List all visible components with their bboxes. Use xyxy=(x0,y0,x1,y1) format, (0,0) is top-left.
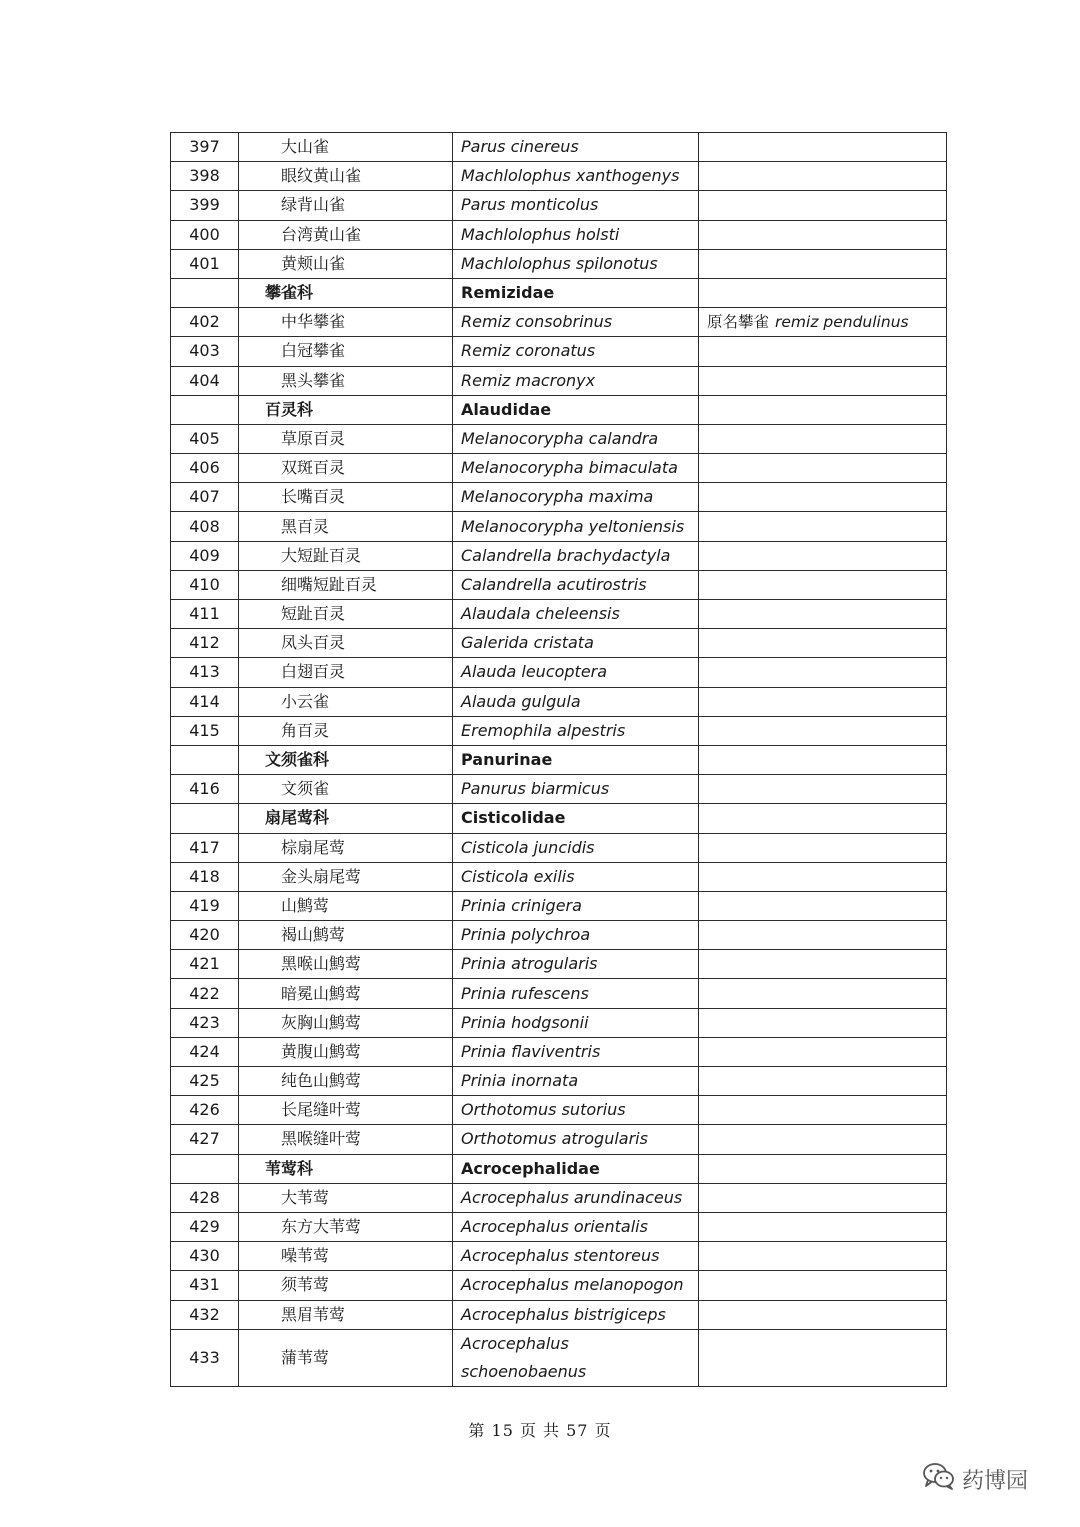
watermark xyxy=(922,1462,1028,1496)
remarks-cell xyxy=(699,483,947,512)
family-header-row xyxy=(171,278,947,307)
row-number: 423 xyxy=(171,1008,239,1037)
watermark-text: 药博园 xyxy=(962,1468,1029,1494)
scientific-name: Machlolophus holsti xyxy=(453,220,699,249)
species-table xyxy=(170,132,947,1387)
row-number: 433 xyxy=(171,1329,239,1386)
row-number: 430 xyxy=(171,1242,239,1271)
table-row xyxy=(171,1300,947,1329)
row-number: 432 xyxy=(171,1300,239,1329)
table-row xyxy=(171,424,947,453)
row-number: 421 xyxy=(171,950,239,979)
scientific-name: Remiz macronyx xyxy=(453,366,699,395)
row-number: 429 xyxy=(171,1212,239,1241)
remarks-cell xyxy=(699,1329,947,1386)
row-number: 404 xyxy=(171,366,239,395)
table-row xyxy=(171,716,947,745)
row-number: 405 xyxy=(171,424,239,453)
remarks-cell xyxy=(699,891,947,920)
chinese-name: 山鹪莺 xyxy=(239,891,453,920)
scientific-name: Prinia rufescens xyxy=(453,979,699,1008)
row-number: 408 xyxy=(171,512,239,541)
row-number xyxy=(171,395,239,424)
family-header-row xyxy=(171,745,947,774)
scientific-name: Orthotomus atrogularis xyxy=(453,1125,699,1154)
scientific-name: Melanocorypha calandra xyxy=(453,424,699,453)
chinese-name: 文须雀 xyxy=(239,775,453,804)
scientific-name: Calandrella brachydactyla xyxy=(453,541,699,570)
chinese-name: 短趾百灵 xyxy=(239,600,453,629)
table-row xyxy=(171,133,947,162)
table-row xyxy=(171,1037,947,1066)
row-number: 418 xyxy=(171,862,239,891)
chinese-name: 大苇莺 xyxy=(239,1183,453,1212)
chinese-name: 大短趾百灵 xyxy=(239,541,453,570)
scientific-name: Machlolophus xanthogenys xyxy=(453,162,699,191)
remarks-cell xyxy=(699,249,947,278)
family-chinese-name: 百灵科 xyxy=(239,395,453,424)
chinese-name: 凤头百灵 xyxy=(239,629,453,658)
chinese-name: 台湾黄山雀 xyxy=(239,220,453,249)
scientific-name: Remiz consobrinus xyxy=(453,308,699,337)
remarks-cell xyxy=(699,1212,947,1241)
scientific-name: Cisticola exilis xyxy=(453,862,699,891)
scientific-name: Parus monticolus xyxy=(453,191,699,220)
chinese-name: 纯色山鹪莺 xyxy=(239,1067,453,1096)
remarks-cell xyxy=(699,570,947,599)
remarks-cell xyxy=(699,1037,947,1066)
scientific-name: Orthotomus sutorius xyxy=(453,1096,699,1125)
chinese-name: 中华攀雀 xyxy=(239,308,453,337)
remarks-cell xyxy=(699,1067,947,1096)
remarks-cell xyxy=(699,308,947,337)
scientific-name: Acrocephalus bistrigiceps xyxy=(453,1300,699,1329)
table-row xyxy=(171,454,947,483)
family-scientific-name: Cisticolidae xyxy=(453,804,699,833)
remarks-cell xyxy=(699,1154,947,1183)
scientific-name: Prinia crinigera xyxy=(453,891,699,920)
remarks-cell xyxy=(699,454,947,483)
chinese-name: 暗冕山鹪莺 xyxy=(239,979,453,1008)
scientific-name: Melanocorypha maxima xyxy=(453,483,699,512)
chinese-name: 黄腹山鹪莺 xyxy=(239,1037,453,1066)
remarks-cell xyxy=(699,775,947,804)
scientific-name: Alauda gulgula xyxy=(453,687,699,716)
scientific-name: Melanocorypha bimaculata xyxy=(453,454,699,483)
remarks-cell xyxy=(699,541,947,570)
table-row xyxy=(171,1067,947,1096)
table-row xyxy=(171,1096,947,1125)
table-row xyxy=(171,979,947,1008)
row-number: 414 xyxy=(171,687,239,716)
chinese-name: 噪苇莺 xyxy=(239,1242,453,1271)
table-row xyxy=(171,862,947,891)
remarks-cell xyxy=(699,366,947,395)
remarks-cell xyxy=(699,1242,947,1271)
chinese-name: 黑头攀雀 xyxy=(239,366,453,395)
row-number xyxy=(171,1154,239,1183)
row-number: 419 xyxy=(171,891,239,920)
wechat-icon xyxy=(922,1462,962,1496)
scientific-name: Eremophila alpestris xyxy=(453,716,699,745)
table-row xyxy=(171,191,947,220)
row-number: 410 xyxy=(171,570,239,599)
table-row xyxy=(171,629,947,658)
table-row xyxy=(171,541,947,570)
family-header-row xyxy=(171,804,947,833)
table-row xyxy=(171,833,947,862)
family-header-row xyxy=(171,1154,947,1183)
scientific-name: Alaudala cheleensis xyxy=(453,600,699,629)
scientific-name: Acrocephalus schoenobaenus xyxy=(453,1329,699,1386)
row-number: 413 xyxy=(171,658,239,687)
table-row xyxy=(171,687,947,716)
remark-text: 原名攀雀 xyxy=(707,313,770,332)
chinese-name: 褐山鹪莺 xyxy=(239,921,453,950)
table-row xyxy=(171,512,947,541)
remarks-cell xyxy=(699,804,947,833)
table-row xyxy=(171,1183,947,1212)
chinese-name: 蒲苇莺 xyxy=(239,1329,453,1386)
chinese-name: 大山雀 xyxy=(239,133,453,162)
row-number: 424 xyxy=(171,1037,239,1066)
remarks-cell xyxy=(699,1008,947,1037)
table-row xyxy=(171,249,947,278)
chinese-name: 灰胸山鹪莺 xyxy=(239,1008,453,1037)
scientific-name: Calandrella acutirostris xyxy=(453,570,699,599)
row-number: 406 xyxy=(171,454,239,483)
table-row xyxy=(171,1008,947,1037)
chinese-name: 黑眉苇莺 xyxy=(239,1300,453,1329)
remarks-cell xyxy=(699,745,947,774)
chinese-name: 金头扇尾莺 xyxy=(239,862,453,891)
remarks-cell xyxy=(699,133,947,162)
row-number xyxy=(171,278,239,307)
remarks-cell xyxy=(699,1300,947,1329)
remarks-cell xyxy=(699,220,947,249)
family-scientific-name: Alaudidae xyxy=(453,395,699,424)
row-number: 431 xyxy=(171,1271,239,1300)
table-row xyxy=(171,775,947,804)
row-number: 398 xyxy=(171,162,239,191)
table-row xyxy=(171,950,947,979)
table-row xyxy=(171,1212,947,1241)
remarks-cell xyxy=(699,716,947,745)
table-row xyxy=(171,308,947,337)
row-number: 399 xyxy=(171,191,239,220)
chinese-name: 小云雀 xyxy=(239,687,453,716)
chinese-name: 草原百灵 xyxy=(239,424,453,453)
family-chinese-name: 苇莺科 xyxy=(239,1154,453,1183)
remarks-cell xyxy=(699,278,947,307)
row-number: 427 xyxy=(171,1125,239,1154)
remarks-cell xyxy=(699,191,947,220)
table-row xyxy=(171,570,947,599)
row-number: 428 xyxy=(171,1183,239,1212)
table-row xyxy=(171,337,947,366)
remarks-cell xyxy=(699,337,947,366)
scientific-name: Acrocephalus melanopogon xyxy=(453,1271,699,1300)
row-number: 409 xyxy=(171,541,239,570)
chinese-name: 角百灵 xyxy=(239,716,453,745)
remarks-cell xyxy=(699,1096,947,1125)
chinese-name: 须苇莺 xyxy=(239,1271,453,1300)
chinese-name: 黄颊山雀 xyxy=(239,249,453,278)
scientific-name: Acrocephalus orientalis xyxy=(453,1212,699,1241)
family-scientific-name: Remizidae xyxy=(453,278,699,307)
remarks-cell xyxy=(699,950,947,979)
page-number: 第 15 页 共 57 页 xyxy=(468,1421,612,1440)
chinese-name: 眼纹黄山雀 xyxy=(239,162,453,191)
chinese-name: 黑百灵 xyxy=(239,512,453,541)
row-number xyxy=(171,804,239,833)
table-row xyxy=(171,658,947,687)
scientific-name: Galerida cristata xyxy=(453,629,699,658)
table-row xyxy=(171,483,947,512)
family-scientific-name: Acrocephalidae xyxy=(453,1154,699,1183)
row-number: 426 xyxy=(171,1096,239,1125)
table-row xyxy=(171,1125,947,1154)
table-row xyxy=(171,600,947,629)
family-header-row xyxy=(171,395,947,424)
chinese-name: 白翅百灵 xyxy=(239,658,453,687)
scientific-name: Cisticola juncidis xyxy=(453,833,699,862)
chinese-name: 白冠攀雀 xyxy=(239,337,453,366)
remarks-cell xyxy=(699,687,947,716)
remarks-cell xyxy=(699,162,947,191)
row-number: 412 xyxy=(171,629,239,658)
scientific-name: Machlolophus spilonotus xyxy=(453,249,699,278)
remarks-cell xyxy=(699,658,947,687)
family-chinese-name: 文须雀科 xyxy=(239,745,453,774)
family-chinese-name: 扇尾莺科 xyxy=(239,804,453,833)
scientific-name: Prinia flaviventris xyxy=(453,1037,699,1066)
table-row xyxy=(171,220,947,249)
row-number xyxy=(171,745,239,774)
scientific-name: Melanocorypha yeltoniensis xyxy=(453,512,699,541)
table-row xyxy=(171,1271,947,1300)
remarks-cell xyxy=(699,862,947,891)
chinese-name: 长尾缝叶莺 xyxy=(239,1096,453,1125)
remarks-cell xyxy=(699,1271,947,1300)
chinese-name: 双斑百灵 xyxy=(239,454,453,483)
chinese-name: 细嘴短趾百灵 xyxy=(239,570,453,599)
row-number: 407 xyxy=(171,483,239,512)
family-scientific-name: Panurinae xyxy=(453,745,699,774)
chinese-name: 棕扇尾莺 xyxy=(239,833,453,862)
row-number: 411 xyxy=(171,600,239,629)
scientific-name: Prinia hodgsonii xyxy=(453,1008,699,1037)
remarks-cell xyxy=(699,395,947,424)
remarks-cell xyxy=(699,512,947,541)
row-number: 403 xyxy=(171,337,239,366)
scientific-name: Parus cinereus xyxy=(453,133,699,162)
remark-scientific-name: remiz pendulinus xyxy=(775,313,909,332)
scientific-name: Prinia polychroa xyxy=(453,921,699,950)
remarks-cell xyxy=(699,424,947,453)
chinese-name: 黑喉缝叶莺 xyxy=(239,1125,453,1154)
scientific-name: Acrocephalus arundinaceus xyxy=(453,1183,699,1212)
table-row xyxy=(171,891,947,920)
row-number: 425 xyxy=(171,1067,239,1096)
species-table-body xyxy=(171,133,947,1387)
remarks-cell xyxy=(699,979,947,1008)
row-number: 415 xyxy=(171,716,239,745)
remarks-cell xyxy=(699,833,947,862)
row-number: 420 xyxy=(171,921,239,950)
remarks-cell xyxy=(699,1183,947,1212)
row-number: 397 xyxy=(171,133,239,162)
scientific-name: Alauda leucoptera xyxy=(453,658,699,687)
table-row xyxy=(171,1329,947,1386)
table-row xyxy=(171,1242,947,1271)
table-row xyxy=(171,921,947,950)
chinese-name: 长嘴百灵 xyxy=(239,483,453,512)
family-chinese-name: 攀雀科 xyxy=(239,278,453,307)
row-number: 401 xyxy=(171,249,239,278)
table-row xyxy=(171,366,947,395)
chinese-name: 东方大苇莺 xyxy=(239,1212,453,1241)
scientific-name: Panurus biarmicus xyxy=(453,775,699,804)
row-number: 416 xyxy=(171,775,239,804)
remarks-cell xyxy=(699,600,947,629)
row-number: 417 xyxy=(171,833,239,862)
chinese-name: 黑喉山鹪莺 xyxy=(239,950,453,979)
row-number: 402 xyxy=(171,308,239,337)
table-row xyxy=(171,162,947,191)
scientific-name: Remiz coronatus xyxy=(453,337,699,366)
row-number: 422 xyxy=(171,979,239,1008)
remarks-cell xyxy=(699,1125,947,1154)
row-number: 400 xyxy=(171,220,239,249)
remarks-cell xyxy=(699,921,947,950)
remarks-cell xyxy=(699,629,947,658)
chinese-name: 绿背山雀 xyxy=(239,191,453,220)
scientific-name: Prinia inornata xyxy=(453,1067,699,1096)
scientific-name: Acrocephalus stentoreus xyxy=(453,1242,699,1271)
scientific-name: Prinia atrogularis xyxy=(453,950,699,979)
